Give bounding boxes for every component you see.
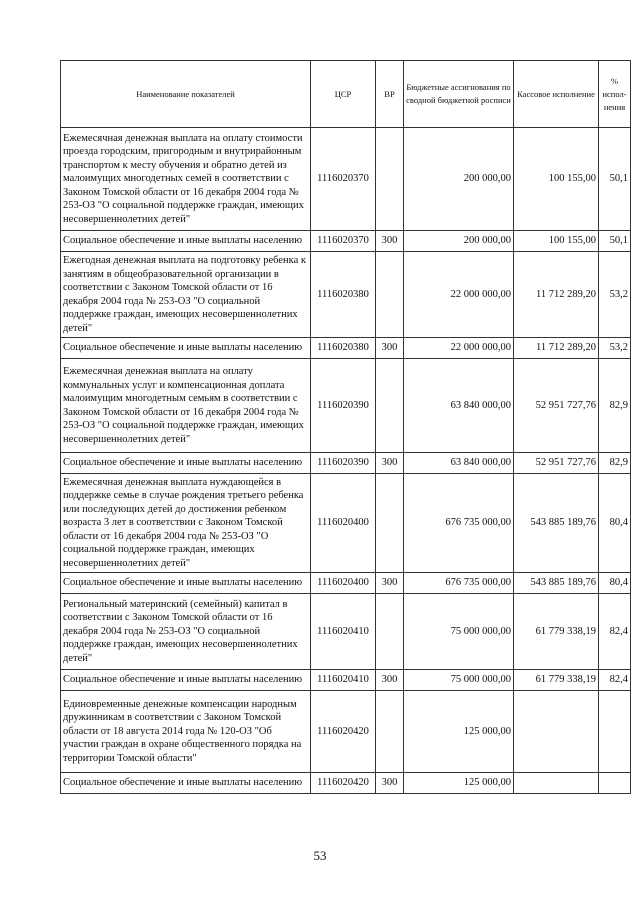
row-cash: 100 155,00 (514, 128, 599, 231)
row-budget: 63 840 000,00 (404, 359, 514, 453)
row-cash (514, 691, 599, 773)
row-csr: 1116020380 (311, 252, 376, 338)
row-csr: 1116020410 (311, 670, 376, 691)
table-row (61, 128, 631, 231)
row-vr (376, 252, 404, 338)
row-percent: 82,9 (599, 359, 631, 453)
row-percent (599, 691, 631, 773)
row-csr: 1116020390 (311, 359, 376, 453)
row-vr: 300 (376, 231, 404, 252)
row-cash: 11 712 289,20 (514, 252, 599, 338)
row-cash (514, 773, 599, 794)
table-row (61, 359, 631, 453)
row-csr: 1116020400 (311, 474, 376, 573)
row-vr: 300 (376, 773, 404, 794)
row-vr (376, 474, 404, 573)
row-csr: 1116020420 (311, 691, 376, 773)
row-percent: 82,4 (599, 594, 631, 670)
row-name: Региональный материнский (семейный) капитал в соответствии с Законом Томской области от 16 декабря 2004 года № 253-ОЗ "О социальной поддержке граждан, имеющих несовершеннолетних детей" (61, 594, 311, 670)
row-percent: 50,1 (599, 128, 631, 231)
table-row (61, 231, 631, 252)
row-name: Социальное обеспечение и иные выплаты населению (61, 231, 311, 252)
row-budget: 22 000 000,00 (404, 252, 514, 338)
row-percent (599, 773, 631, 794)
row-budget: 22 000 000,00 (404, 338, 514, 359)
row-name: Социальное обеспечение и иные выплаты населению (61, 453, 311, 474)
row-budget: 676 735 000,00 (404, 474, 514, 573)
row-percent: 50,1 (599, 231, 631, 252)
row-percent: 80,4 (599, 474, 631, 573)
row-vr (376, 594, 404, 670)
row-budget: 75 000 000,00 (404, 594, 514, 670)
row-percent: 82,4 (599, 670, 631, 691)
row-cash: 61 779 338,19 (514, 594, 599, 670)
table-row (61, 474, 631, 573)
row-percent: 53,2 (599, 252, 631, 338)
row-budget: 676 735 000,00 (404, 573, 514, 594)
row-budget: 75 000 000,00 (404, 670, 514, 691)
row-budget: 125 000,00 (404, 773, 514, 794)
row-name: Ежемесячная денежная выплата на оплату стоимости проезда городским, пригородным и внутрирайонным транспортом к месту обучения и обратно детей из малоимущих многодетных семей в соответствии с Законом Томской области от 16 декабря 2004 года № 253-ОЗ "О социальной поддержке граждан, имеющих несовершеннолетних детей" (61, 128, 311, 231)
header-csr: ЦСР (311, 61, 376, 128)
row-vr (376, 359, 404, 453)
header-budget: Бюджетные ассигнования по сводной бюджетной росписи (404, 61, 514, 128)
row-cash: 100 155,00 (514, 231, 599, 252)
row-cash: 11 712 289,20 (514, 338, 599, 359)
table-row (61, 453, 631, 474)
row-name: Социальное обеспечение и иные выплаты населению (61, 773, 311, 794)
row-vr: 300 (376, 338, 404, 359)
row-cash: 52 951 727,76 (514, 359, 599, 453)
header-cash: Кассовое исполнение (514, 61, 599, 128)
table-row (61, 594, 631, 670)
row-percent: 80,4 (599, 573, 631, 594)
row-cash: 52 951 727,76 (514, 453, 599, 474)
row-name: Ежемесячная денежная выплата на оплату коммунальных услуг и компенсационная доплата малоимущим многодетным семьям в соответствии с Законом Томской области от 16 декабря 2004 года № 253-ОЗ "О социальной поддержке граждан, имеющих несовершеннолетних детей" (61, 359, 311, 453)
row-budget: 125 000,00 (404, 691, 514, 773)
row-csr: 1116020380 (311, 338, 376, 359)
row-name: Ежемесячная денежная выплата нуждающейся в поддержке семье в случае рождения третьего ребенка или последующих детей до достижения ребенком возраста 3 лет в соответствии с Законом Томской области от 16 декабря 2004 года № 253-ОЗ "О социальной поддержке граждан, имеющих несовершеннолетних детей" (61, 474, 311, 573)
row-cash: 61 779 338,19 (514, 670, 599, 691)
row-budget: 63 840 000,00 (404, 453, 514, 474)
row-csr: 1116020370 (311, 231, 376, 252)
row-percent: 53,2 (599, 338, 631, 359)
row-percent: 82,9 (599, 453, 631, 474)
table-row (61, 338, 631, 359)
page-number: 53 (313, 848, 327, 863)
table-row (61, 252, 631, 338)
header-name: Наименование показателей (61, 61, 311, 128)
row-name: Социальное обеспечение и иные выплаты населению (61, 573, 311, 594)
row-vr (376, 128, 404, 231)
budget-table (60, 60, 631, 794)
table-row (61, 773, 631, 794)
table-row (61, 573, 631, 594)
row-csr: 1116020410 (311, 594, 376, 670)
row-budget: 200 000,00 (404, 231, 514, 252)
row-budget: 200 000,00 (404, 128, 514, 231)
table-row (61, 670, 631, 691)
header-vr: ВР (376, 61, 404, 128)
row-vr (376, 691, 404, 773)
row-csr: 1116020400 (311, 573, 376, 594)
row-vr: 300 (376, 573, 404, 594)
row-cash: 543 885 189,76 (514, 474, 599, 573)
row-name: Ежегодная денежная выплата на подготовку ребенка к занятиям в общеобразовательной организации в соответствии с Законом Томской области от 16 декабря 2004 года № 253-ОЗ "О социальной поддержке граждан, имеющих несовершеннолетних детей" (61, 252, 311, 338)
table-row (61, 691, 631, 773)
row-csr: 1116020420 (311, 773, 376, 794)
row-name: Социальное обеспечение и иные выплаты населению (61, 670, 311, 691)
row-csr: 1116020370 (311, 128, 376, 231)
row-cash: 543 885 189,76 (514, 573, 599, 594)
row-csr: 1116020390 (311, 453, 376, 474)
row-vr: 300 (376, 453, 404, 474)
row-name: Единовременные денежные компенсации народным дружинникам в соответствии с Законом Томской области от 18 августа 2014 года № 120-ОЗ "Об участии граждан в охране общественного порядка на территории Томской области" (61, 691, 311, 773)
header-percent: % испол-нения (599, 61, 631, 128)
row-vr: 300 (376, 670, 404, 691)
row-name: Социальное обеспечение и иные выплаты населению (61, 338, 311, 359)
table-header-row (61, 61, 631, 128)
